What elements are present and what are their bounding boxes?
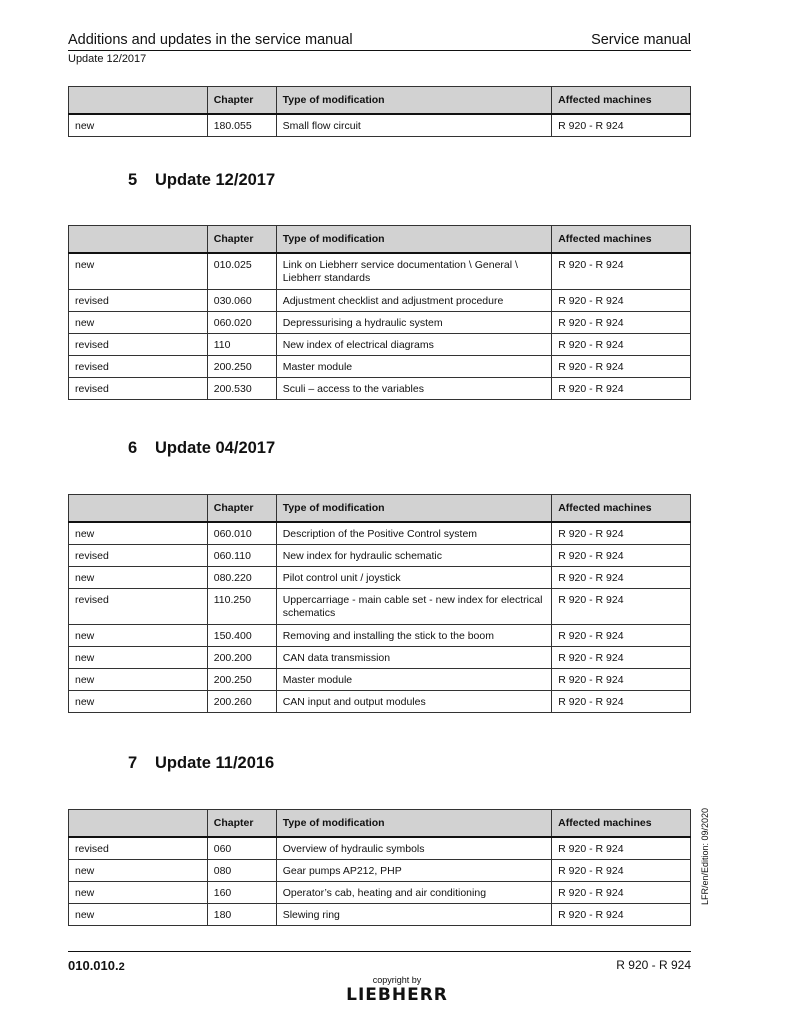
table-header-row <box>69 810 691 838</box>
machines-cell: R 920 - R 924 <box>552 690 691 712</box>
header-chapter: Chapter <box>207 226 276 254</box>
status-cell: revised <box>69 289 208 311</box>
chapter-cell: 080.220 <box>207 566 276 588</box>
status-cell: new <box>69 646 208 668</box>
header-machines: Affected machines <box>552 810 691 838</box>
table-row <box>69 311 691 333</box>
table-header-row <box>69 87 691 115</box>
status-cell: revised <box>69 588 208 624</box>
chapter-cell: 110 <box>207 333 276 355</box>
status-cell: revised <box>69 355 208 377</box>
machines-cell: R 920 - R 924 <box>552 837 691 859</box>
table-row <box>69 690 691 712</box>
section-title-5 <box>128 171 275 190</box>
machines-cell: R 920 - R 924 <box>552 566 691 588</box>
header-machines: Affected machines <box>552 87 691 115</box>
chapter-cell: 110.250 <box>207 588 276 624</box>
header-update: Update 12/2017 <box>68 53 147 65</box>
machines-cell: R 920 - R 924 <box>552 859 691 881</box>
status-cell: new <box>69 624 208 646</box>
status-cell: new <box>69 311 208 333</box>
modifications-table-6 <box>68 494 691 713</box>
machines-cell: R 920 - R 924 <box>552 646 691 668</box>
table-row <box>69 522 691 544</box>
machines-cell: R 920 - R 924 <box>552 114 691 136</box>
chapter-cell: 200.250 <box>207 355 276 377</box>
header-modification: Type of modification <box>276 226 551 254</box>
modification-cell: New index of electrical diagrams <box>276 333 551 355</box>
table-row <box>69 289 691 311</box>
header-machines: Affected machines <box>552 226 691 254</box>
status-cell: new <box>69 253 208 289</box>
modification-cell: Master module <box>276 355 551 377</box>
table-header-row <box>69 226 691 254</box>
machines-cell: R 920 - R 924 <box>552 311 691 333</box>
modification-cell: New index for hydraulic schematic <box>276 544 551 566</box>
copyright-text: copyright by <box>372 975 422 985</box>
header-status <box>69 87 208 115</box>
liebherr-logo: LIEBHERR <box>346 985 448 1005</box>
status-cell: new <box>69 690 208 712</box>
modification-cell: Pilot control unit / joystick <box>276 566 551 588</box>
machines-cell: R 920 - R 924 <box>552 544 691 566</box>
modification-cell: Depressurising a hydraulic system <box>276 311 551 333</box>
modifications-table-5 <box>68 225 691 400</box>
header-modification: Type of modification <box>276 87 552 115</box>
machines-cell: R 920 - R 924 <box>552 355 691 377</box>
section-number: 7 <box>128 754 138 772</box>
table-row <box>69 377 691 399</box>
chapter-cell: 060 <box>207 837 276 859</box>
status-cell: revised <box>69 837 208 859</box>
status-cell: revised <box>69 377 208 399</box>
table-header-row <box>69 495 691 523</box>
machines-cell: R 920 - R 924 <box>552 377 691 399</box>
modification-cell: Adjustment checklist and adjustment procedure <box>276 289 551 311</box>
modification-cell: Slewing ring <box>276 903 551 925</box>
modification-cell: Operator’s cab, heating and air conditioning <box>276 881 551 903</box>
status-cell: new <box>69 881 208 903</box>
footer-machines: R 920 - R 924 <box>616 958 691 972</box>
modification-cell: Link on Liebherr service documentation \ General \ Liebherr standards <box>276 253 551 289</box>
machines-cell: R 920 - R 924 <box>552 881 691 903</box>
modification-cell: Small flow circuit <box>276 114 552 136</box>
machines-cell: R 920 - R 924 <box>552 289 691 311</box>
machines-cell: R 920 - R 924 <box>552 333 691 355</box>
status-cell: new <box>69 668 208 690</box>
page-number <box>68 958 125 973</box>
section-title-7 <box>128 754 274 773</box>
machines-cell: R 920 - R 924 <box>552 522 691 544</box>
table-row <box>69 881 691 903</box>
header-manual-type: Service manual <box>591 32 691 48</box>
edition-side-text: LFR/en/Edition: 09/2020 <box>700 807 710 905</box>
chapter-cell: 180 <box>207 903 276 925</box>
section-number: 6 <box>128 439 138 457</box>
chapter-cell: 200.250 <box>207 668 276 690</box>
header-status <box>69 226 208 254</box>
modifications-table-continued <box>68 86 691 137</box>
chapter-cell: 200.200 <box>207 646 276 668</box>
chapter-cell: 200.530 <box>207 377 276 399</box>
table-row <box>69 588 691 624</box>
header-modification: Type of modification <box>276 495 551 523</box>
table-row <box>69 566 691 588</box>
chapter-cell: 180.055 <box>207 114 276 136</box>
status-cell: new <box>69 859 208 881</box>
table-row <box>69 668 691 690</box>
chapter-cell: 150.400 <box>207 624 276 646</box>
status-cell: new <box>69 903 208 925</box>
header-chapter: Chapter <box>207 810 276 838</box>
header-title: Additions and updates in the service manual <box>68 32 353 48</box>
modification-cell: Removing and installing the stick to the boom <box>276 624 551 646</box>
chapter-cell: 160 <box>207 881 276 903</box>
machines-cell: R 920 - R 924 <box>552 624 691 646</box>
status-cell: new <box>69 566 208 588</box>
section-heading: Update 11/2016 <box>155 754 275 772</box>
chapter-cell: 200.260 <box>207 690 276 712</box>
page-header <box>68 30 691 51</box>
footer-divider <box>68 951 691 952</box>
modification-cell: CAN input and output modules <box>276 690 551 712</box>
machines-cell: R 920 - R 924 <box>552 253 691 289</box>
header-chapter: Chapter <box>207 495 276 523</box>
table-row <box>69 837 691 859</box>
status-cell: revised <box>69 544 208 566</box>
header-status <box>69 810 208 838</box>
table-row <box>69 355 691 377</box>
modification-cell: Master module <box>276 668 551 690</box>
machines-cell: R 920 - R 924 <box>552 903 691 925</box>
section-title-6 <box>128 439 275 458</box>
header-status <box>69 495 208 523</box>
table-row <box>69 544 691 566</box>
chapter-cell: 080 <box>207 859 276 881</box>
chapter-cell: 060.110 <box>207 544 276 566</box>
modification-cell: Gear pumps AP212, PHP <box>276 859 551 881</box>
chapter-cell: 060.020 <box>207 311 276 333</box>
modification-cell: Overview of hydraulic symbols <box>276 837 551 859</box>
page-number-main: 010.010. <box>68 958 119 973</box>
header-machines: Affected machines <box>552 495 691 523</box>
table-row <box>69 114 691 136</box>
chapter-cell: 060.010 <box>207 522 276 544</box>
chapter-cell: 030.060 <box>207 289 276 311</box>
header-chapter: Chapter <box>207 87 276 115</box>
modification-cell: Sculi – access to the variables <box>276 377 551 399</box>
table-row <box>69 646 691 668</box>
status-cell: new <box>69 114 208 136</box>
machines-cell: R 920 - R 924 <box>552 588 691 624</box>
modification-cell: Description of the Positive Control system <box>276 522 551 544</box>
section-heading: Update 04/2017 <box>155 439 276 457</box>
status-cell: new <box>69 522 208 544</box>
header-modification: Type of modification <box>276 810 551 838</box>
table-row <box>69 903 691 925</box>
chapter-cell: 010.025 <box>207 253 276 289</box>
table-row <box>69 253 691 289</box>
table-row <box>69 333 691 355</box>
modification-cell: CAN data transmission <box>276 646 551 668</box>
section-heading: Update 12/2017 <box>155 171 276 189</box>
machines-cell: R 920 - R 924 <box>552 668 691 690</box>
page-number-suffix: 2 <box>118 961 125 973</box>
modification-cell: Uppercarriage - main cable set - new index for electrical schematics <box>276 588 551 624</box>
table-row <box>69 859 691 881</box>
modifications-table-7 <box>68 809 691 926</box>
section-number: 5 <box>128 171 138 189</box>
status-cell: revised <box>69 333 208 355</box>
table-row <box>69 624 691 646</box>
